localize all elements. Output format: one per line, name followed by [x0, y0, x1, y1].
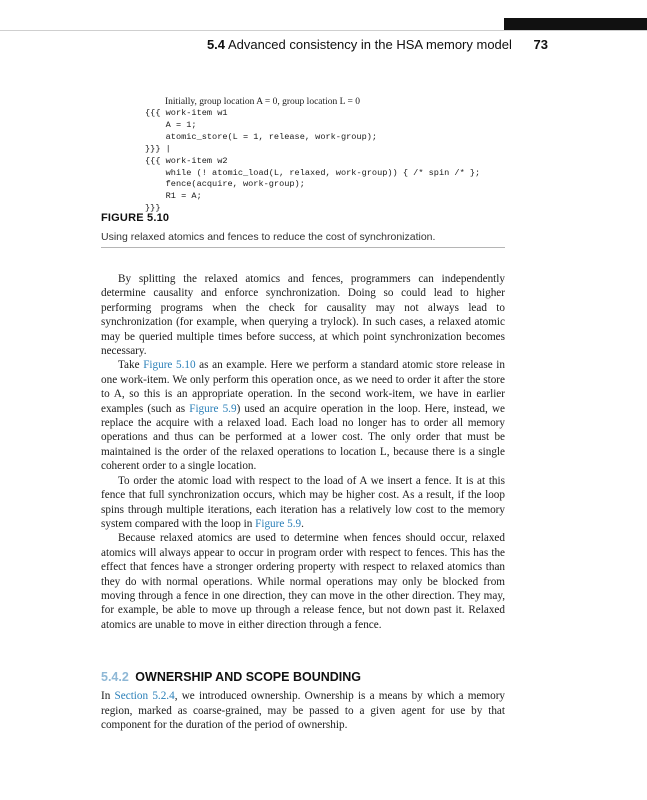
- running-head-title: Advanced consistency in the HSA memory model: [227, 37, 512, 52]
- paragraph-text: as an example. Here we perform a standard atomic store release in one work-item. We only perform this operation once, as we need to order it after the store to A, so this is an appropriate operation. In the second work-item, we have in earlier examples (such as: [101, 359, 505, 415]
- code-line: atomic_store(L = 1, release, work-group);: [145, 131, 378, 142]
- code-line: {{{ work-item w2: [145, 155, 228, 166]
- running-head-section-number: 5.4: [206, 37, 226, 52]
- paragraph: [101, 358, 505, 473]
- paragraph: [101, 531, 505, 632]
- figure-5-9-link[interactable]: Figure 5.9: [255, 517, 302, 530]
- paragraph: [101, 272, 505, 358]
- paragraph: [101, 689, 505, 733]
- paragraph-text: In: [101, 690, 115, 702]
- page-number: 73: [533, 37, 548, 52]
- body-text: [101, 272, 505, 632]
- subsection-number: 5.4.2: [101, 670, 129, 684]
- paragraph: [101, 474, 505, 532]
- code-initial-condition: Initially, group location A = 0, group location L = 0: [165, 97, 360, 107]
- subsection-heading: [101, 669, 361, 685]
- subsection-title: OWNERSHIP AND SCOPE BOUNDING: [135, 670, 362, 684]
- paragraph-text: Because relaxed atomics are used to determine when fences should occur, relaxed atomics will always appear to occur in program order with respect to fences. This has the effect that fences have a stronger ordering property with respect to relaxed atomics than they do with normal operations. While normal operations may only be blocked from moving through a fence in one direction, they can move in the other direction. They may, for example, be able to move up through a release fence, but not down past it. Relaxed atomics are unable to move in either direction through a fence.: [101, 532, 505, 631]
- paragraph-text: To order the atomic load with respect to the load of A we insert a fence. It is at this fence that full synchronization occurs, which may be higher cost. As a result, if the loop spins through multiple iterations, each iteration has a relatively low cost to the memory system compared with the loop in: [101, 474, 505, 530]
- paragraph-text: Take: [118, 359, 144, 372]
- subsection-body: [101, 689, 505, 733]
- paragraph-text: By splitting the relaxed atomics and fences, programmers can independently determine causality and enforce synchronization. Doing so could lead to higher performing programs when the check for causality may not always lead to synchronization (for example, when querying a trylock). In such cases, a relaxed atomic may be queried multiple times before success, at which point synchronization becomes necessary.: [101, 273, 505, 358]
- code-line: A = 1;: [145, 119, 197, 130]
- figure-label: FIGURE 5.10: [101, 212, 170, 224]
- code-line: }}}: [145, 203, 161, 214]
- figure-caption: Using relaxed atomics and fences to reduce the cost of synchronization.: [101, 231, 436, 243]
- page-corner-bar: [504, 18, 647, 30]
- figure-5-9-link[interactable]: Figure 5.9: [189, 402, 237, 415]
- code-line: while (! atomic_load(L, relaxed, work-group)) { /* spin /* };: [145, 167, 481, 178]
- paragraph-text: .: [301, 517, 304, 530]
- header-rule: [0, 30, 647, 31]
- figure-code-block: [145, 96, 545, 215]
- section-5-2-4-link[interactable]: Section 5.2.4: [114, 690, 175, 702]
- code-line: {{{ work-item w1: [145, 108, 228, 118]
- paragraph-text: ) used an acquire operation in the loop. Here, instead, we replace the acquire with a relaxed load. Each load no longer has to order all memory operations and thus can be performed at a lower cost. The only order that must be maintained is the order of the relaxed operations to location L, because there is a single coherent order to a single location.: [101, 402, 506, 473]
- code-line: R1 = A;: [145, 191, 202, 202]
- code-line: }}} |: [145, 143, 171, 154]
- running-head: [0, 36, 548, 54]
- paragraph-text: , we introduced ownership. Ownership is a means by which a memory region, marked as coarse-grained, may be passed to a given agent for use by that component for the duration of the period of ownership.: [101, 690, 506, 732]
- figure-5-10-link[interactable]: Figure 5.10: [143, 359, 196, 372]
- code-line: fence(acquire, work-group);: [145, 179, 305, 190]
- caption-rule: [101, 247, 505, 248]
